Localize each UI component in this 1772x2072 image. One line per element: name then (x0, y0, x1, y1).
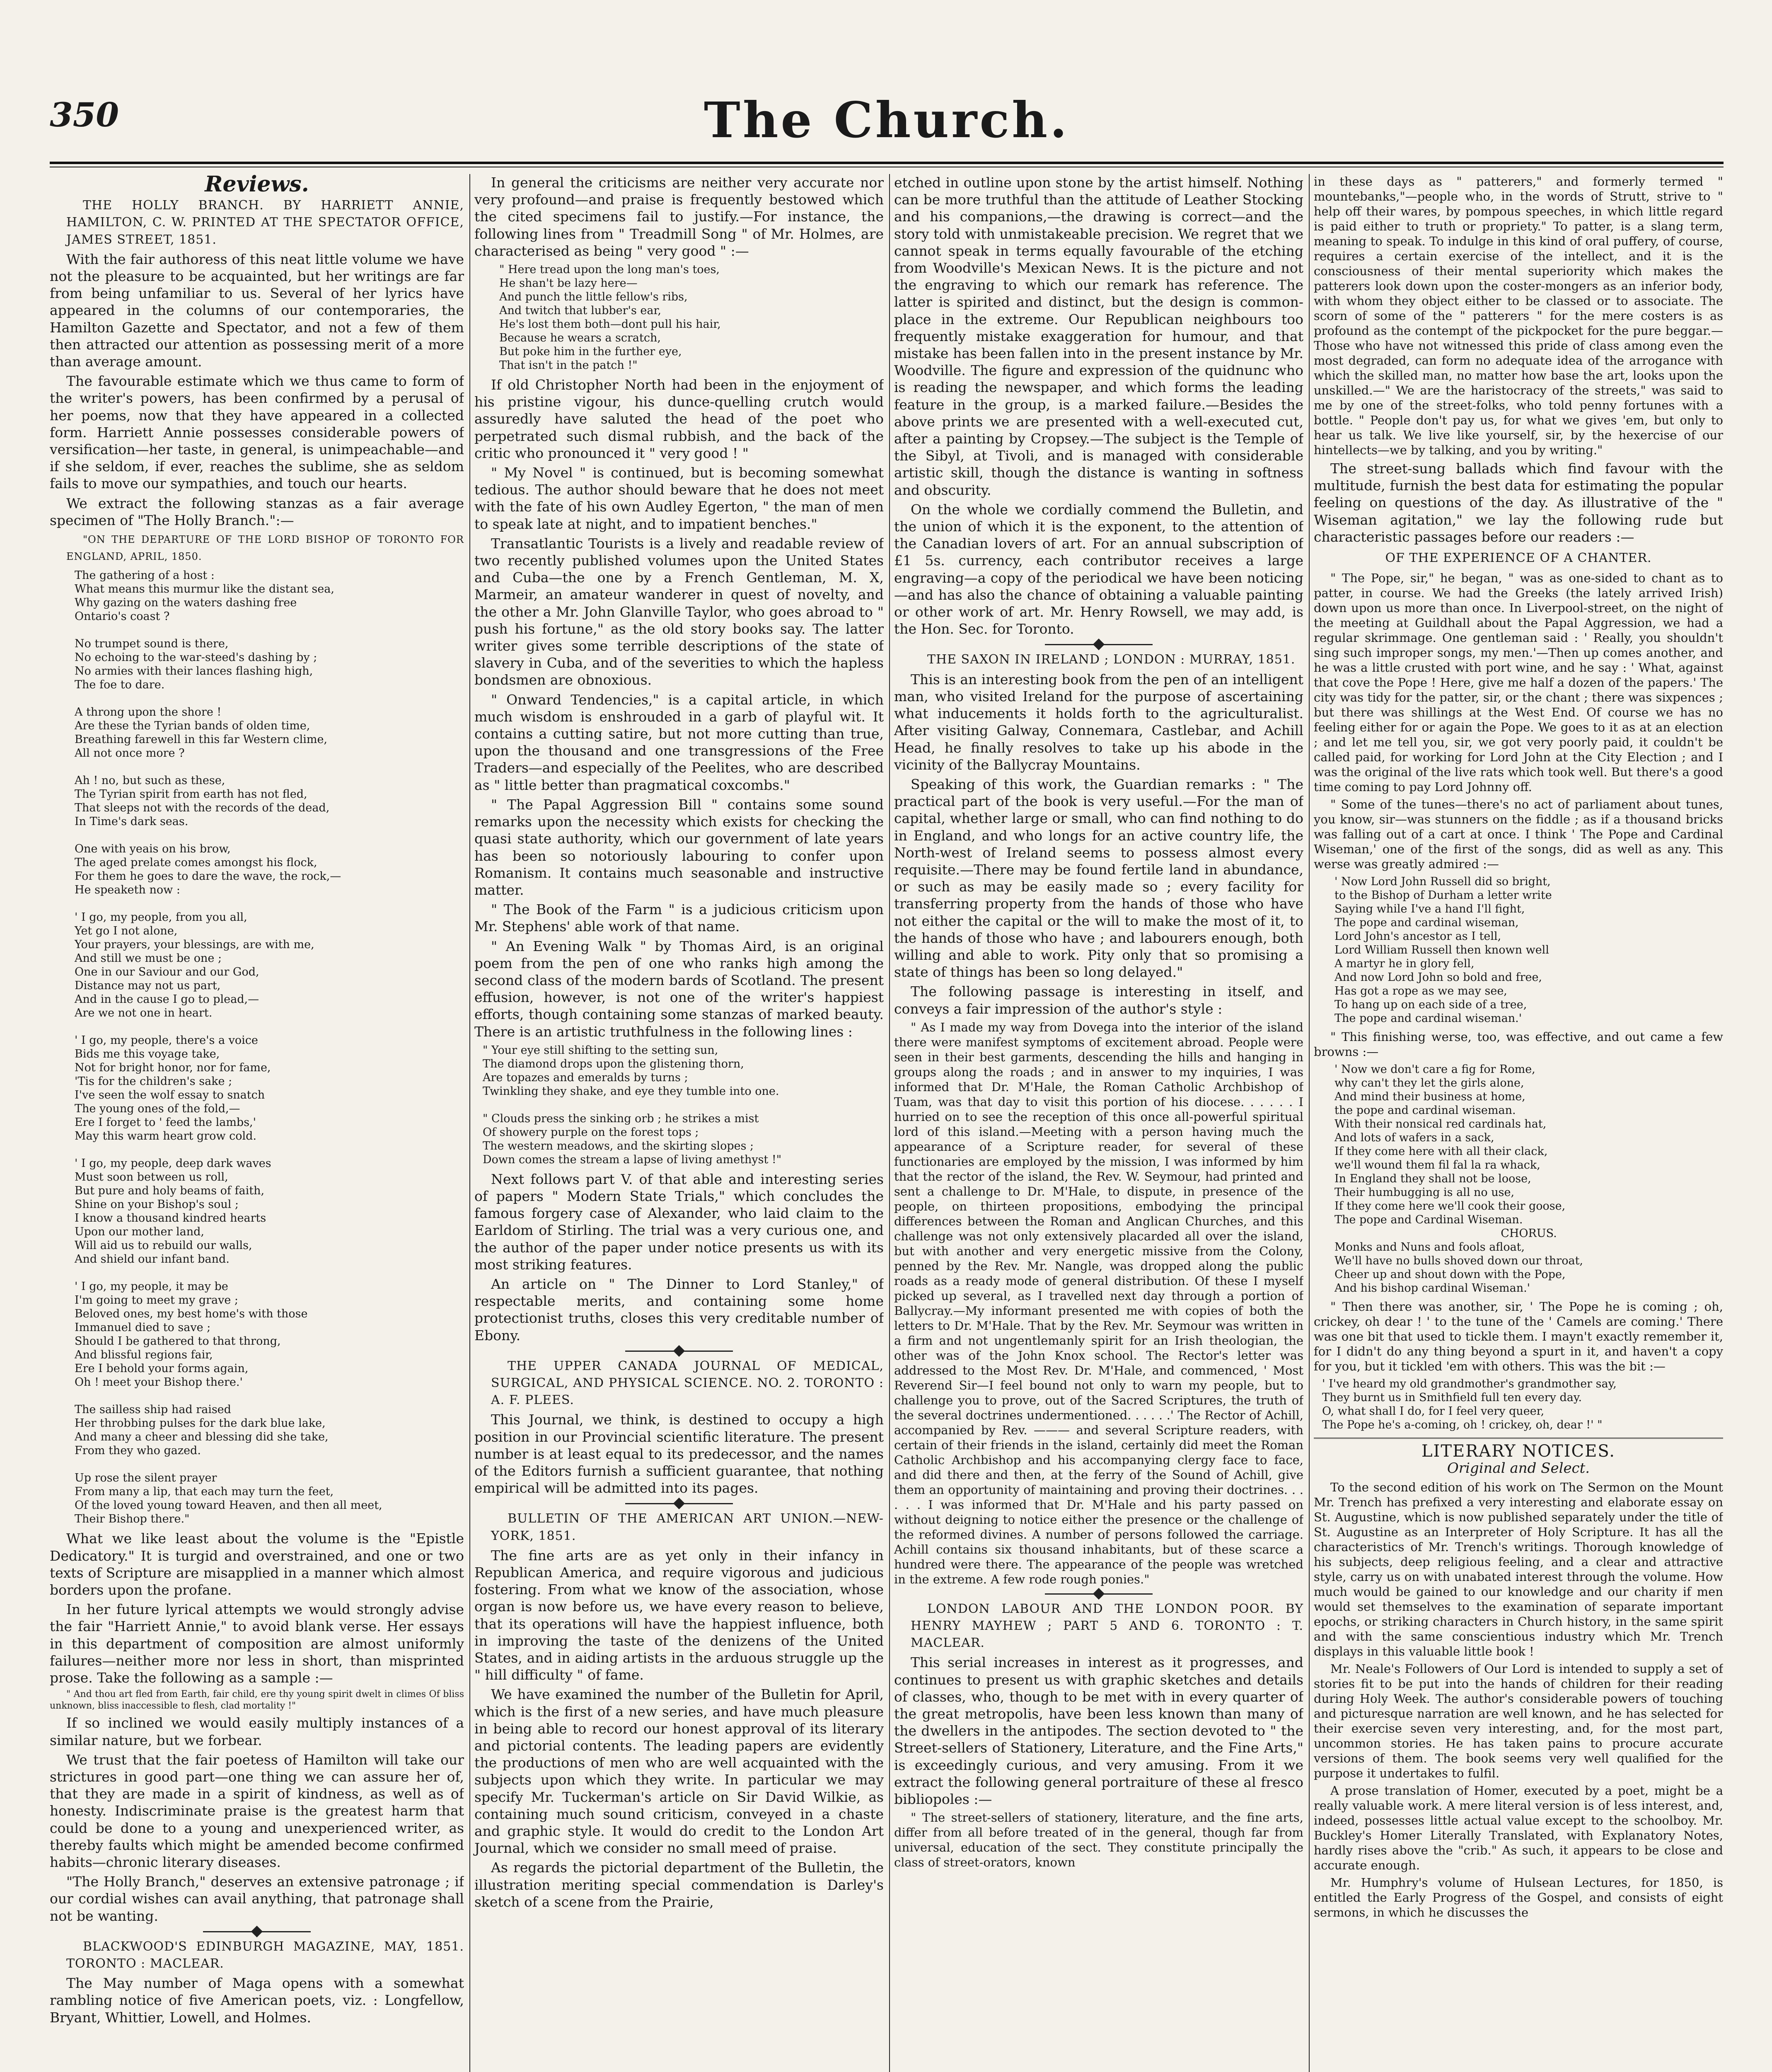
verse-line: The Tyrian spirit from earth has not fled, (75, 788, 307, 801)
paragraph: The street-sung ballads which find favour with the multitude, furnish the best data for estimating the popular feeling on questions of the day. As illustrative of the " Wiseman agitation," we lay the following rude but characteristic passages before our readers :— (1314, 460, 1723, 545)
paragraph: We have examined the number of the Bulletin for April, which is the first of a new series, and have much pleasure in being able to record our honest approval of its literary and pictorial contents. The leading papers are evidently the productions of men who are well acquainted with the subjects upon which they write. In particular we may specify Mr. Tuckerman's article on Sir David Wilkie, as containing much sound criticism, conveyed in a chaste and graphic style. It would do credit to the London Art Journal, which we consider no small meed of praise. (474, 1686, 884, 1857)
verse-line: If they come here with all their clack, (1334, 1145, 1548, 1158)
verse-line: Monks and Nuns and fools afloat, (1334, 1241, 1525, 1254)
verse-line: Of showery purple on the forest tops ; (483, 1126, 699, 1139)
verse-line (75, 692, 464, 705)
paragraph: This Journal, we think, is destined to occupy a high position in our Provincial scientific literature. The present number is at least equal to its predecessor, and the names of the Editors furnish a sufficient guarantee, that nothing empirical will be admitted into its pages. (474, 1411, 884, 1496)
verse-line: why can't they let the girls alone, (1334, 1077, 1524, 1090)
verse-line: The sailless ship had raised (75, 1403, 231, 1416)
page-number: 350 (50, 95, 119, 134)
verse-line: Lord William Russell then known well (1334, 944, 1549, 957)
block-quote: " Then there was another, sir, ' The Pope he is coming ; oh, crickey, oh dear ! ' to the tune of the ' Camels are coming.' There was one bit that used to tickle them. I mayn't exactly remember it, for I didn't do any thing beyond a spurt in it, and haven't a copy for you, but it tickled 'em with others. This was the bit :— (1314, 1300, 1723, 1374)
subheading: OF THE EXPERIENCE OF A CHANTER. (1385, 551, 1652, 566)
verse-line: To hang up on each side of a tree, (1334, 998, 1527, 1012)
verse-line: And blissful regions fair, (75, 1348, 213, 1362)
divider (1045, 644, 1153, 645)
verse-line: Upon our mother land, (75, 1225, 204, 1239)
paragraph: A prose translation of Homer, executed by a poet, might be a really valuable work. A mere literal version is of less interest, and, indeed, possesses little actual value except to the schoolboy. Mr. Buckley's Homer Literally Translated, with Explanatory Notes, hardly rises above the "crib." As such, it appears to be close and accurate enough. (1314, 1783, 1723, 1872)
verse-line: And many a cheer and blessing did she take, (75, 1431, 329, 1444)
divider (1045, 1593, 1153, 1595)
verse-line: The pope and cardinal wiseman.' (1334, 1012, 1522, 1025)
verse-line: ' I go, my people, there's a voice (75, 1034, 258, 1047)
masthead (50, 91, 1724, 153)
paragraph: " An Evening Walk " by Thomas Aird, is an original poem from the pen of one who ranks high among the second class of the modern bards of Scotland. The present effusion, however, is not one of the writer's happiest efforts, though containing some stanzas of marked beauty. There is an artistic truthfulness in the following lines : (474, 938, 884, 1040)
verse-line: And now Lord John so bold and free, (1334, 971, 1542, 984)
poem (483, 1043, 884, 1167)
verse-line: And punch the little fellow's ribs, (499, 290, 688, 304)
verse-line: Her throbbing pulses for the dark blue lake, (75, 1417, 326, 1430)
verse-line: 'Tis for the children's sake ; (75, 1075, 232, 1088)
verse-line: Ah ! no, but such as these, (75, 774, 225, 787)
paragraph: With the fair authoress of this neat little volume we have not the pleasure to be acquainted, but her writings are far from being unfamiliar to us. Several of her lyrics have appeared in the columns of our contemporaries, the Hamilton Gazette and Spectator, and not a few of them then attracted our attention as possessing merit of a more than average amount. (50, 251, 464, 370)
verse-line: Bids me this voyage take, (75, 1048, 220, 1061)
verse-line: May this warm heart grow cold. (75, 1130, 257, 1143)
verse-line: That sleeps not with the records of the dead, (75, 801, 330, 815)
verse-line (75, 623, 464, 637)
verse-line: Oh ! meet your Bishop there.' (75, 1376, 243, 1389)
paragraph: " Onward Tendencies," is a capital article, in which much wisdom is enshrouded in a garb of playful wit. It contains a cutting satire, but not more cutting than true, upon the thousand and one transgressions of the Free Traders—and especially of the Peelites, who are described as " little better than pragmatical coxcombs." (474, 691, 884, 793)
verse-line: Your prayers, your blessings, are with me, (75, 938, 314, 951)
verse-line: Not for bright honor, nor for fame, (75, 1061, 271, 1075)
paragraph: Mr. Humphry's volume of Hulsean Lectures, for 1850, is entitled the Early Progress of the Gospel, and consists of eight sermons, in which he discusses the (1314, 1875, 1723, 1920)
paragraph: Mr. Neale's Followers of Our Lord is intended to supply a set of stories fit to be put into the hands of children for their reading during Holy Week. The author's considerable powers of touching and picturesque narration are well known, and he has selected for their exercise seven very interesting, and, for the most part, uncommon stories. He has taken pains to procure accurate versions of them. The book seems very well qualified for the purpose it undertakes to fulfil. (1314, 1661, 1723, 1780)
paragraph: If so inclined we would easily multiply instances of a similar nature, but we forbear. (50, 1715, 464, 1748)
verse-line: He's lost them both—dont pull his hair, (499, 318, 721, 331)
divider (625, 1503, 733, 1504)
block-quote: " The Pope, sir," he began, " was as one-sided to chant as to patter, in course. We had the Greeks (the lately arrived Irish) down upon us more than once. In Liverpool-street, on the night of the meeting at Guildhall about the Papal Aggression, we had a regular skrimmage. One gentleman said : ' Really, you shouldn't sing such improper songs, my men.'—Then up comes another, and he was a little crusted with port wine, and he say : ' What, against that cove the Pope ! Here, give me half a dozen of the papers.' The city was tidy for the patter, sir, or the chant ; there was sixpences ; but there was shillings at the West End. Of course we has no feeling either for or again the Pope. We goes to it as at an election ; and let me tell you, sir, we got very poorly paid, it couldn't be called paid, for working for Lord John at the City Election ; and I was the original of the live rats which took well. But there's a good time coming to pay Lord Johnny off. (1314, 571, 1723, 794)
verse-line: Saying while I've a hand I'll fight, (1334, 903, 1525, 916)
newspaper-title: The Church. (703, 91, 1070, 149)
paragraph: " The Book of the Farm " is a judicious criticism upon Mr. Stephens' able work of that name. (474, 901, 884, 935)
verse-line: From they who gazed. (75, 1444, 201, 1457)
verse-line: Breathing farewell in this far Western clime, (75, 733, 328, 746)
verse-line: If they come here we'll cook their goose, (1334, 1200, 1566, 1213)
verse-line: For them he goes to dare the wave, the rock,— (75, 870, 341, 883)
verse-line: The pope and cardinal wiseman, (1334, 916, 1519, 929)
divider (625, 1351, 733, 1352)
paragraph: This is an interesting book from the pen of an intelligent man, who visited Ireland for the purpose of ascertaining what inducements it holds forth to the agriculturalist. After visiting Galway, Connemara, Castlebar, and Achill Head, he finally resolves to take up his abode in the vicinity of the Ballycray Mountains. (894, 671, 1303, 773)
verse-line: And twitch that lubber's ear, (499, 304, 661, 317)
verse-line: No echoing to the war-steed's dashing by ; (75, 651, 317, 664)
paragraph: We extract the following stanzas as a fair average specimen of "The Holly Branch.":— (50, 495, 464, 528)
verse-line: I know a thousand kindred hearts (75, 1212, 266, 1225)
verse-line (483, 1098, 884, 1112)
verse-line: He speaketh now : (75, 884, 180, 897)
verse-line: In Time's dark seas. (75, 815, 189, 828)
verse-line: Should I be gathered to that throng, (75, 1335, 281, 1348)
verse-line: What means this murmur like the distant sea, (75, 583, 334, 596)
verse-line: CHORUS. (1501, 1227, 1557, 1240)
verse-line: " Here tread upon the long man's toes, (499, 263, 720, 276)
verse-line (75, 1389, 464, 1403)
verse-line: In England they shall not be loose, (1334, 1172, 1531, 1186)
verse-line: Up rose the silent prayer (75, 1472, 217, 1485)
column-3 (889, 174, 1303, 2072)
verse-line: A martyr he in glory fell, (1334, 957, 1475, 971)
review-heading: THE UPPER CANADA JOURNAL OF MEDICAL, SURGICAL, AND PHYSICAL SCIENCE. NO. 2. TORONTO : A. F. PLEES. (491, 1358, 884, 1408)
verse-line: One in our Saviour and our God, (75, 966, 259, 979)
verse-line: to the Bishop of Durham a letter write (1334, 889, 1552, 902)
ballad (1334, 1063, 1723, 1295)
verse-line: No armies with their lances flashing high, (75, 665, 313, 678)
verse-line: Distance may not us part, (75, 979, 221, 992)
literary-notices-title: LITERARY NOTICES. (1314, 1438, 1723, 1460)
paragraph: If old Christopher North had been in the enjoyment of his pristine vigour, his dunce-quelling crutch would assuredly have saluted the head of the poet who perpetrated such dismal rubbish, and the back of the critic who pronounced it " very good ! " (474, 377, 884, 461)
verse-line: O, what shall I do, for I feel very queer, (1322, 1405, 1545, 1418)
verse-line: All not once more ? (75, 747, 185, 760)
poem (499, 263, 884, 372)
divider (203, 1931, 311, 1932)
verse-line: Down comes the stream a lapse of living amethyst !" (483, 1153, 782, 1166)
verse-line: But pure and holy beams of faith, (75, 1184, 265, 1198)
ballad (1334, 875, 1723, 1025)
review-heading: THE HOLLY BRANCH. BY HARRIETT ANNIE, HAMILTON, C. W. PRINTED AT THE SPECTATOR OFFICE, JAMES STREET, 1851. (66, 198, 464, 247)
verse-line (75, 760, 464, 774)
verse-line: And his bishop cardinal Wiseman.' (1334, 1282, 1530, 1295)
verse-line: I'm going to meet my grave ; (75, 1294, 239, 1307)
verse-line: No trumpet sound is there, (75, 637, 229, 651)
verse-line: Immanuel died to save ; (75, 1321, 211, 1334)
verse-line (75, 1457, 464, 1471)
paragraph: An article on " The Dinner to Lord Stanley," of respectable merits, and containing some home protectionist truths, closes this very creditable number of Ebony. (474, 1276, 884, 1343)
column-2 (469, 174, 884, 2072)
paragraph: The May number of Maga opens with a somewhat rambling notice of five American poets, viz. : Longfellow, Bryant, Whittier, Lowell, and Holmes. (50, 1975, 464, 2026)
verse-line: Are topazes and emeralds by turns ; (483, 1071, 688, 1084)
verse-line: And still we must be one ; (75, 952, 222, 965)
paragraph: " The Papal Aggression Bill " contains some sound remarks upon the necessity which exists for checking the quasi state authority, which our government of late years has been so notoriously labouring to confer upon Romanism. It contains much seasonable and instructive matter. (474, 796, 884, 898)
verse-line: ' Now we don't care a fig for Rome, (1334, 1063, 1535, 1076)
verse-line: Must soon between us roll, (75, 1171, 228, 1184)
masthead-rule (50, 162, 1724, 164)
verse-line: The gathering of a host : (75, 569, 215, 582)
verse-line: Shine on your Bishop's soul ; (75, 1198, 239, 1211)
column-1 (50, 174, 464, 2072)
verse-line: We'll have no bulls shoved down our throat, (1334, 1254, 1583, 1268)
verse-line: The foe to dare. (75, 678, 165, 692)
verse-line: Has got a rope as we may see, (1334, 985, 1507, 998)
verse-line: The diamond drops upon the glistening thorn, (483, 1057, 744, 1070)
review-heading: THE SAXON IN IRELAND ; LONDON : MURRAY, 1851. (927, 652, 1296, 667)
verse-line: From many a lip, that each may turn the feet, (75, 1485, 334, 1498)
verse-line: the pope and cardinal wiseman. (1334, 1104, 1516, 1117)
paragraph: In general the criticisms are neither very accurate nor very profound—and praise is frequently bestowed which the cited specimens fail to justify.—For instance, the following lines from " Treadmill Song " of Mr. Holmes, are characterised as being " very good " :— (474, 174, 884, 259)
verse-line (75, 1020, 464, 1034)
verse-line: That isn't in the patch !" (499, 359, 638, 372)
verse-line: Their Bishop there." (75, 1513, 190, 1526)
paragraph: "The Holly Branch," deserves an extensive patronage ; if our cordial wishes can avail anything, that patronage shall not be wanting. (50, 1874, 464, 1924)
review-heading: BULLETIN OF THE AMERICAN ART UNION.—NEW-YORK, 1851. (491, 1511, 884, 1543)
verse-line: The Pope he's a-coming, oh ! crickey, oh, dear !' " (1322, 1418, 1603, 1432)
verse-line: Are these the Tyrian bands of olden time, (75, 719, 310, 733)
verse-line: The young ones of the fold,— (75, 1102, 240, 1116)
verse-line (75, 897, 464, 910)
verse-line: The pope and Cardinal Wiseman. (1334, 1213, 1523, 1227)
verse-line: And mind their business at home, (1334, 1090, 1525, 1104)
paragraph: In her future lyrical attempts we would strongly advise the fair "Harriett Annie," to avoid blank verse. Her essays in this department of composition are almost uniformly failures—neither more nor less in short, than misprinted prose. Take the following as a sample :— (50, 1601, 464, 1686)
block-quote: in these days as " patterers," and formerly termed " mountebanks,"—people who, in the words of Strutt, strive to " help off their wares, by pompous speeches, in which little regard is paid either to truth or propriety." To patter, is a slang term, meaning to speak. To indulge in this kind of oral puffery, of course, requires a certain exercise of the intellect, and it is the consciousness of their mental superiority which makes the patterers look down upon the coster-mongers as an inferior body, with whom they object either to be classed or to associate. The scorn of some of the " patterers " for the mere costers is as profound as the contempt of the pickpocket for the pure beggar.—Those who have not witnessed this pride of class among even the most degraded, can form no adequate idea of the arrogance with which the skilled man, no matter how base the art, looks upon the unskilled.—" We are the haristocracy of the streets," was said to me by one of the street-folks, who told penny fortunes with a bottle. " People don't pay us, for what we gives 'em, but only to hear us talk. We live like yourself, sir, by the hexercise of our hintellects—we by talking, and you by writing." (1314, 174, 1723, 457)
paragraph: The following passage is interesting in itself, and conveys a fair impression of the author's style : (894, 983, 1303, 1017)
ballad (1322, 1377, 1723, 1432)
section-heading: Reviews. (205, 174, 309, 197)
verse-line: " Your eye still shifting to the setting sun, (483, 1043, 718, 1057)
verse-line: And in the cause I go to plead,— (75, 993, 259, 1006)
verse-line: ' Now Lord John Russell did so bright, (1334, 875, 1551, 888)
verse-line: A throng upon the shore ! (75, 706, 222, 719)
paragraph: What we like least about the volume is the "Epistle Dedicatory." It is turgid and overstrained, and one or two texts of Scripture are misapplied in a manner which almost borders upon the profane. (50, 1530, 464, 1598)
article-columns (50, 174, 1724, 2072)
paragraph: To the second edition of his work on The Sermon on the Mount Mr. Trench has prefixed a very interesting and elaborate essay on St. Augustine, which is now published separately under the title of St. Augustine as an Interpreter of Holy Scripture. It has all the characteristics of Mr. Trench's writings. Thorough knowledge of his subjects, deep religious feeling, and a clear and attractive style, carry us on with unabated interest through the volume. How much would be gained to our knowledge and our charity if men would set themselves to the examination of separate important epochs, or striking characters in Church history, in the same spirit and with the same conscientious industry which Mr. Trench displays in this valuable little book ! (1314, 1480, 1723, 1658)
block-quote: " Some of the tunes—there's no act of parliament about tunes, you know, sir—was stunners on the fiddle ; as if a thousand bricks was falling out of a cart at once. I think ' The Pope and Cardinal Wiseman,' one of the first of the songs, did as well as any. This werse was greatly admired :— (1314, 797, 1723, 871)
verse-line: ' I've heard my old grandmother's grandmother say, (1322, 1377, 1617, 1391)
verse-line: Ere I forget to ' feed the lambs,' (75, 1116, 256, 1129)
review-heading: BLACKWOOD'S EDINBURGH MAGAZINE, MAY, 1851. TORONTO : MACLEAR. (66, 1939, 464, 1971)
poem (75, 569, 464, 1526)
verse-line: " Clouds press the sinking orb ; he strikes a mist (483, 1112, 759, 1125)
verse-line: I've seen the wolf essay to snatch (75, 1089, 265, 1102)
verse-line: With their nonsical red cardinals hat, (1334, 1118, 1547, 1131)
verse-line: The western meadows, and the skirting slopes ; (483, 1139, 754, 1152)
verse-line: Will aid us to rebuild our walls, (75, 1239, 252, 1252)
quoted-sample: " And thou art fled from Earth, fair child, ere thy young spirit dwelt in climes Of bliss unknown, bliss inaccessible to flesh, clad mortality !" (50, 1689, 464, 1711)
verse-line: He shan't be lazy here— (499, 277, 638, 290)
verse-line: They burnt us in Smithfield full ten every day. (1322, 1391, 1582, 1404)
verse-line: ' I go, my people, deep dark waves (75, 1157, 271, 1170)
verse-line: Are we not one in heart. (75, 1007, 213, 1020)
verse-line (75, 828, 464, 842)
verse-line: Of the loved young toward Heaven, and then all meet, (75, 1499, 382, 1512)
block-quote: " This finishing werse, too, was effective, and out came a few browns :— (1314, 1030, 1723, 1059)
verse-line: ' I go, my people, it may be (75, 1280, 228, 1293)
verse-line: Yet go I not alone, (75, 925, 178, 938)
verse-line: Twinkling they shake, and eye they tumble into one. (483, 1084, 779, 1098)
verse-line: Because he wears a scratch, (499, 332, 661, 345)
paragraph: Speaking of this work, the Guardian remarks : " The practical part of the book is very useful.—For the man of capital, whether large or small, who can find nothing to do in England, and who longs for an active country life, the North-west of Ireland seems to possess almost every requisite.—There may be found fertile land in abundance, or such as may be easily made so ; every facility for transferring property from the hands of those who have not either the capital or the will to make the most of it, to the hands of those who have ; and labourers enough, both willing and able to work. Pity only that so promising a state of things has been so long delayed." (894, 776, 1303, 980)
verse-line (75, 1266, 464, 1280)
paragraph: On the whole we cordially commend the Bulletin, and the union of which it is the exponent, to the attention of the Canadian lovers of art. For an annual subscription of £1 5s. currency, each contributor receives a large engraving—a copy of the periodical we have been noticing—and has also the chance of obtaining a valuable painting or other work of art. Mr. Henry Rowsell, we may add, is the Hon. Sec. for Toronto. (894, 501, 1303, 637)
verse-line: One with yeais on his brow, (75, 842, 231, 856)
verse-line: Cheer up and shout down with the Pope, (1334, 1268, 1566, 1281)
verse-line: Ontario's coast ? (75, 610, 170, 623)
verse-line (75, 1143, 464, 1157)
paragraph: " My Novel " is continued, but is becoming somewhat tedious. The author should beware that he does not meet with the fate of his own Audley Egerton, " the man of men to speak late at night, and to impatient benches." (474, 465, 884, 532)
verse-line: Lord John's ancestor as I tell, (1334, 930, 1501, 943)
verse-line: ' I go, my people, from you all, (75, 911, 247, 924)
verse-line: Why gazing on the waters dashing free (75, 596, 297, 610)
paragraph: etched in outline upon stone by the artist himself. Nothing can be more truthful than the attitude of Leather Stocking and his companions,—the drawing is correct—and the story told with unmistakeable precision. We regret that we cannot speak in terms equally favourable of the etching from Woodville's Mexican News. It is the picture and not the engraving to which our remark has reference. The latter is spirited and distinct, but the design is common-place in the extreme. Our Republican neighbours too frequently mistake exaggeration for humour, and that mistake has been fallen into in the present instance by Mr. Woodville. The figure and expression of the quidnunc who is reading the newspaper, and which forms the leading feature in the group, is a marked failure.—Besides the above prints we are presented with a well-executed cut, after a painting by Cropsey.—The subject is the Temple of the Sibyl, at Tivoli, and is managed with considerable artistic skill, though the distance is wanting in softness and obscurity. (894, 174, 1303, 498)
paragraph: We trust that the fair poetess of Hamilton will take our strictures in good part—one thing we can assure her of, that they are made in a spirit of kindness, as well as of honesty. Indiscriminate praise is the greatest harm that could be done to a young and unexperienced writer, as thereby faults which might be amended become confirmed habits—chronic literary diseases. (50, 1751, 464, 1870)
verse-line: Their humbugging is all no use, (1334, 1186, 1515, 1199)
paragraph: Next follows part V. of that able and interesting series of papers " Modern State Trials," which concludes the famous forgery case of Alexander, who laid claim to the Earldom of Stirling. The trial was a very curious one, and the author of the paper under notice presents us with its most striking features. (474, 1171, 884, 1273)
paragraph: The favourable estimate which we thus came to form of the writer's powers, has been confirmed by a perusal of her poems, now that they have appeared in a collected form. Harriett Annie possesses considerable powers of versification—her taste, in general, is unimpeachable—and if she seldom, if ever, reaches the sublime, she as seldom fails to move our sympathies, and touch our hearts. (50, 373, 464, 492)
verse-line: we'll wound them fil fal la ra whack, (1334, 1159, 1540, 1172)
column-4 (1309, 174, 1723, 2072)
verse-line: Ere I behold your forms again, (75, 1362, 249, 1375)
paragraph: As regards the pictorial department of the Bulletin, the illustration meriting special commendation is Darley's sketch of a scene from the Prairie, (474, 1859, 884, 1910)
verse-line: And lots of wafers in a sack, (1334, 1131, 1494, 1145)
literary-notices-subtitle: Original and Select. (1447, 1460, 1590, 1477)
verse-line: And shield our infant band. (75, 1253, 230, 1266)
verse-line: But poke him in the further eye, (499, 345, 682, 358)
poem-title: "ON THE DEPARTURE OF THE LORD BISHOP OF TORONTO FOR ENGLAND, APRIL, 1850. (66, 534, 464, 563)
verse-line: The aged prelate comes amongst his flock, (75, 856, 317, 869)
paragraph: The fine arts are as yet only in their infancy in Republican America, and require vigorous and judicious fostering. From what we know of the association, whose organ is now before us, we have every reason to believe, that its operations will have the happiest influence, both in improving the taste of the denizens of the United States, and in aiding artists in the arduous struggle up the " hill difficulty " of fame. (474, 1547, 884, 1683)
block-quote: " As I made my way from Dovega into the interior of the island there were manifest symptoms of excitement abroad. People were seen in their best garments, descending the hills and hanging in groups along the roads ; and in answer to my inquiries, I was informed that Dr. M'Hale, the Roman Catholic Archbishop of Tuam, was that day to visit this portion of his diocese. . . . . . I hurried on to see the reception of this once all-powerful spiritual lord of this island.—Meeting with a person having much the appearance of a Scripture reader, for several of these functionaries are employed by the mission, I was informed by him that the rector of the island, the Rev. W. Seymour, had printed and sent a challenge to Dr. M'Hale, to dispute, in presence of the people, on thirteen propositions, embodying the principal differences between the Roman and Anglican Churches, and this challenge was not only extensively placarded all over the island, but with another and very energetic missive from the Colony, penned by the Rev. Mr. Nangle, was dropped along the public roads as a ready mode of general distribution. Of these I myself picked up several, as I travelled next day through a portion of Ballycray.—My informant presented me with copies of both the letters to Dr. M'Hale. That by the Rev. Mr. Seymour was written in a firm and not ungentlemanly spirit for an Irish theologian, the other was of the John Knox school. The Rector's letter was addressed to the Most Rev. Dr. M'Hale, and commenced, ' Most Reverend Sir—I feel bound not only to warn my people, but to challenge you to prove, out of the Sacred Scriptures, the truth of the several doctrines undermentioned. . . . . .' The Rector of Achill, accompanied by Rev. ——— and several Scripture readers, with certain of their friends in the island, certainly did meet the Roman Catholic Archbishop and his accompanying clergy face to face, and did there and then, at the ferry of the Sound of Achill, give them an opportunity of maintaining and proving their doctrines. . . . . . I was informed that Dr. M'Hale and his party passed on without deigning to notice either the presence or the challenge of the reformed divines. A number of persons followed the carriage. Achill contains six thousand inhabitants, but of these scarce a hundred were there. The appearance of the people was wretched in the extreme. A few rode rough ponies." (894, 1020, 1303, 1586)
paragraph: This serial increases in interest as it progresses, and continues to present us with graphic sketches and details of classes, who, though to be met with in every quarter of the great metropolis, have been less known than many of the dwellers in the antipodes. The section devoted to " the Street-sellers of Stationery, Literature, and the Fine Arts," is exceedingly curious, and very amusing. From it we extract the following general portraiture of these al fresco bibliopoles :— (894, 1654, 1303, 1807)
review-heading: LONDON LABOUR AND THE LONDON POOR. BY HENRY MAYHEW ; PART 5 AND 6. TORONTO : T. MACLEAR. (911, 1601, 1303, 1651)
verse-line: Beloved ones, my best home's with those (75, 1307, 308, 1321)
paragraph: Transatlantic Tourists is a lively and readable review of two recently published volumes upon the United States and Cuba—the one by a French Gentleman, M. X, Marmeir, an amateur wanderer in quest of novelty, and the other a Mr. John Glanville Taylor, who goes abroad to " push his fortune," as the old story books say. The latter writer gives some terrible descriptions of the state of slavery in Cuba, and of the severities to which the hapless bondsmen are obnoxious. (474, 535, 884, 688)
block-quote: " The street-sellers of stationery, literature, and the fine arts, differ from all before treated of in the general, though far from universal, education of the sect. They constitute principally the class of street-orators, known (894, 1811, 1303, 1870)
